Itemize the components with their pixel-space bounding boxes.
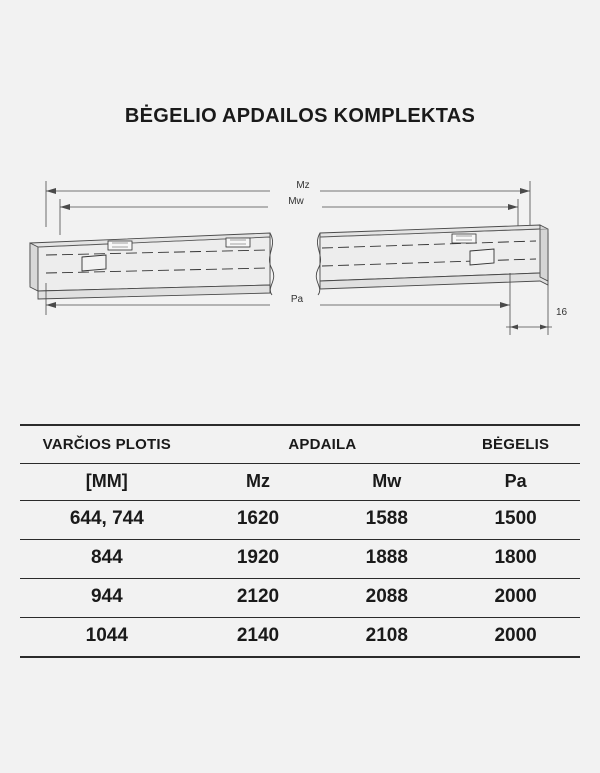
header-pa: Pa — [451, 464, 580, 501]
cell-width: 944 — [20, 579, 194, 618]
cell-mz: 2140 — [194, 618, 323, 658]
header-mw: Mw — [322, 464, 451, 501]
spec-table-container — [20, 424, 580, 658]
table-header-sub-row — [20, 464, 580, 501]
header-unit-mm: [MM] — [20, 464, 194, 501]
header-mz: Mz — [194, 464, 323, 501]
table-row — [20, 618, 580, 658]
cell-pa: 2000 — [451, 579, 580, 618]
cell-mw: 1588 — [322, 501, 451, 540]
table-header-group-row — [20, 425, 580, 464]
cell-pa: 1500 — [451, 501, 580, 540]
spec-table — [20, 424, 580, 658]
cell-mz: 2120 — [194, 579, 323, 618]
cell-width: 844 — [20, 540, 194, 579]
dimension-label-mw: Mw — [288, 196, 304, 207]
dimension-label-depth: 16 — [556, 307, 568, 318]
table-row — [20, 540, 580, 579]
table-row — [20, 579, 580, 618]
cell-mw: 2088 — [322, 579, 451, 618]
cell-mw: 2108 — [322, 618, 451, 658]
cell-pa: 2000 — [451, 618, 580, 658]
dimension-label-pa: Pa — [290, 294, 304, 305]
cell-width: 644, 744 — [20, 501, 194, 540]
dimension-label-mz: Mz — [296, 180, 310, 191]
table-row — [20, 501, 580, 540]
header-begelis: BĖGELIS — [451, 425, 580, 464]
rail-trim-diagram — [20, 155, 580, 365]
cell-mz: 1620 — [194, 501, 323, 540]
cell-mw: 1888 — [322, 540, 451, 579]
cell-pa: 1800 — [451, 540, 580, 579]
page-title: BĖGELIO APDAILOS KOMPLEKTAS — [124, 105, 476, 127]
cell-mz: 1920 — [194, 540, 323, 579]
header-apdaila: APDAILA — [194, 425, 452, 464]
header-varcios-plotis: VARČIOS PLOTIS — [20, 425, 194, 464]
cell-width: 1044 — [20, 618, 194, 658]
